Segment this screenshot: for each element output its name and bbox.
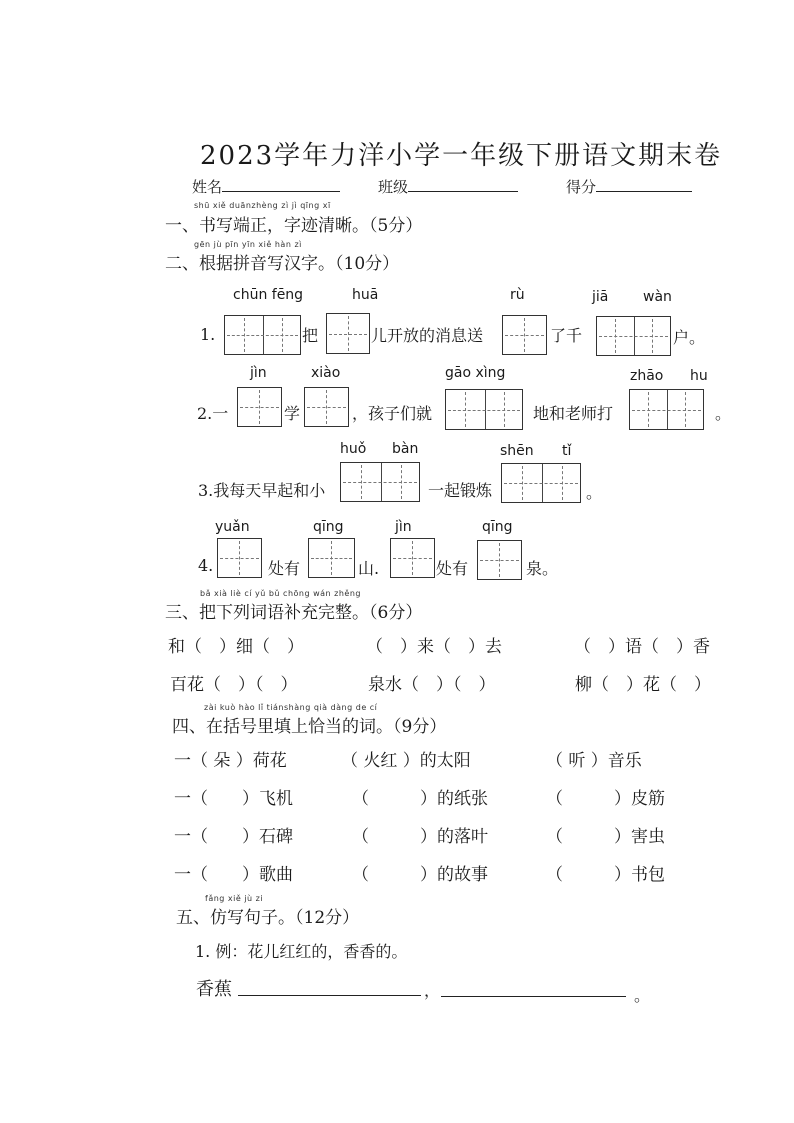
- q3-pinyin-1: huǒ: [340, 441, 367, 457]
- sec3-pinyin: bǎ xià liè cí yǔ bǔ chōng wán zhěng: [200, 589, 361, 598]
- sec4-row1-col1: 一（ 朵 ）荷花: [174, 751, 287, 771]
- q4-word-4: 泉。: [526, 559, 559, 578]
- q4-number: 4.: [198, 556, 214, 575]
- name-blank[interactable]: [222, 177, 340, 192]
- sec3-row2-item-1[interactable]: 百花（ ）（ ）: [170, 675, 298, 695]
- score-blank[interactable]: [596, 177, 692, 192]
- sec2-pinyin: gēn jù pīn yīn xiě hàn zì: [194, 240, 302, 249]
- sec1-heading: 一、书写端正，字迹清晰。（5分）: [165, 216, 423, 236]
- q1-pinyin-1: chūn fēng: [233, 287, 304, 303]
- q4-word-2: 山.: [358, 559, 380, 578]
- sec5-comma: ，: [424, 981, 441, 1000]
- page-title: 2023学年力洋小学一年级下册语文期末卷: [200, 141, 723, 171]
- q4-pinyin-4: qīng: [482, 519, 513, 535]
- q4-word-1: 处有: [268, 559, 301, 578]
- q4-box-4[interactable]: [477, 540, 522, 580]
- q2-pinyin-1: jìn: [250, 365, 267, 381]
- q3-pinyin-4: tǐ: [562, 443, 572, 459]
- sec3-row1-item-3[interactable]: （ ）语（ ）香: [574, 637, 710, 657]
- sec4-heading: 四、在括号里填上恰当的词。（9分）: [172, 717, 447, 737]
- q3-prefix: 3.我每天早起和小: [198, 481, 326, 500]
- sec2-heading: 二、根据拼音写汉字。（10分）: [165, 254, 400, 274]
- q1-word-1: 把: [302, 326, 319, 345]
- sec4-row2-col1[interactable]: 一（ ）飞机: [174, 789, 293, 809]
- sec4-row4-col1[interactable]: 一（ ）歌曲: [174, 865, 293, 885]
- sec4-row1-col3: （ 听 ）音乐: [546, 751, 642, 771]
- q1-number: 1.: [200, 325, 216, 344]
- sec4-row3-col3[interactable]: （ ）害虫: [546, 827, 665, 847]
- q1-box-2[interactable]: [326, 313, 370, 354]
- q2-box-3[interactable]: [445, 389, 523, 430]
- score-field[interactable]: [566, 176, 692, 197]
- q3-word-1: 一起锻炼: [428, 481, 493, 500]
- sec3-row2-item-2[interactable]: 泉水（ ）（ ）: [368, 675, 496, 695]
- sec3-heading: 三、把下列词语补充完整。（6分）: [165, 603, 423, 623]
- q1-word-2: 儿开放的消息送: [371, 326, 484, 345]
- sec4-pinyin: zài kuò hào lǐ tiánshàng qià dàng de cí: [204, 703, 378, 712]
- sec5-heading: 五、仿写句子。（12分）: [176, 908, 360, 928]
- q1-word-4: 户。: [673, 328, 706, 347]
- q1-box-4[interactable]: [596, 316, 671, 356]
- q3-word-2: 。: [586, 483, 603, 502]
- sec3-row1-item-2[interactable]: （ ）来（ ）去: [366, 637, 502, 657]
- sec4-row1-col2: （ 火红 ）的太阳: [341, 751, 471, 771]
- q4-box-1[interactable]: [217, 538, 262, 578]
- sec4-row2-col3[interactable]: （ ）皮筋: [546, 789, 665, 809]
- sec5-example: 1. 例：花儿红红的，香香的。: [195, 942, 408, 961]
- q2-word-3: 地和老师打: [533, 404, 614, 423]
- q1-pinyin-4: jiā: [592, 289, 609, 305]
- q4-pinyin-2: qīng: [313, 519, 344, 535]
- q1-word-3: 了千: [550, 326, 583, 345]
- sec4-row2-col2[interactable]: （ ）的纸张: [352, 789, 488, 809]
- q4-box-2[interactable]: [308, 538, 355, 578]
- q4-word-3: 处有: [436, 559, 469, 578]
- q2-number: 2.一: [197, 404, 229, 423]
- class-field[interactable]: [378, 176, 518, 197]
- sec4-row3-col1[interactable]: 一（ ）石碑: [174, 827, 293, 847]
- class-blank[interactable]: [408, 177, 518, 192]
- q2-box-2[interactable]: [304, 387, 349, 427]
- q1-pinyin-3: rù: [510, 287, 525, 303]
- q2-box-4[interactable]: [629, 389, 704, 430]
- sec3-row2-item-3[interactable]: 柳（ ）花（ ）: [575, 675, 711, 695]
- q2-pinyin-5: hu: [690, 368, 708, 384]
- sec5-answer-prefix: 香蕉: [196, 979, 232, 1000]
- q1-pinyin-5: wàn: [643, 289, 672, 305]
- sec4-row4-col2[interactable]: （ ）的故事: [352, 865, 488, 885]
- q1-pinyin-2: huā: [352, 287, 379, 303]
- sec5-period: 。: [634, 986, 651, 1005]
- name-label: 姓名: [192, 178, 223, 196]
- sec4-row4-col3[interactable]: （ ）书包: [546, 865, 665, 885]
- q2-pinyin-4: zhāo: [630, 368, 664, 384]
- q4-pinyin-1: yuǎn: [215, 519, 250, 535]
- q3-box-2[interactable]: [501, 463, 581, 503]
- q1-box-1[interactable]: [224, 315, 301, 355]
- sec5-blank-1[interactable]: [238, 974, 421, 996]
- q1-box-3[interactable]: [502, 315, 547, 355]
- q2-word-2: ，孩子们就: [352, 404, 433, 423]
- sec3-row1-item-1[interactable]: 和（ ）细（ ）: [168, 637, 304, 657]
- q4-pinyin-3: jìn: [395, 519, 412, 535]
- q3-box-1[interactable]: [340, 462, 420, 502]
- sec5-blank-2[interactable]: [441, 975, 626, 997]
- q2-box-1[interactable]: [237, 387, 282, 427]
- sec5-pinyin: fǎng xiě jù zi: [205, 894, 264, 903]
- q2-pinyin-3: gāo xìng: [445, 365, 506, 381]
- q2-pinyin-2: xiào: [311, 365, 341, 381]
- name-field[interactable]: [192, 176, 340, 197]
- q3-pinyin-2: bàn: [392, 441, 419, 457]
- sec4-row3-col2[interactable]: （ ）的落叶: [352, 827, 488, 847]
- q3-pinyin-3: shēn: [500, 443, 534, 459]
- q2-word-4: 。: [715, 404, 732, 423]
- q2-word-1: 学: [284, 404, 301, 423]
- q4-box-3[interactable]: [390, 538, 435, 578]
- class-label: 班级: [378, 178, 409, 196]
- sec1-pinyin: shū xiě duānzhèng zì jì qīng xī: [194, 201, 331, 210]
- score-label: 得分: [566, 178, 597, 196]
